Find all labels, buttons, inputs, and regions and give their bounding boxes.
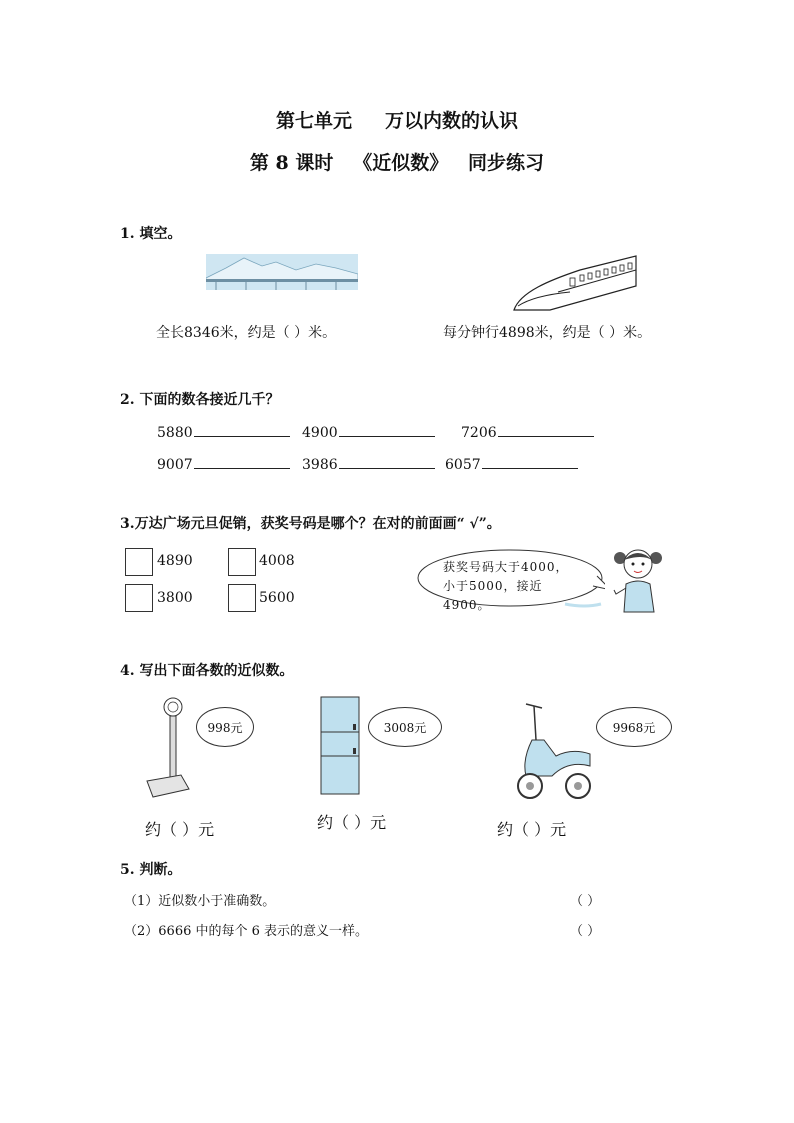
q4-heading: 4. 写出下面各数的近似数。 — [120, 663, 294, 679]
price-bubble — [596, 707, 672, 747]
q4-answer: 约（ ）元 — [145, 820, 215, 839]
q1-bridge-text: 全长8346米，约是（ ）米。 — [156, 325, 337, 341]
checkbox-3800[interactable] — [125, 584, 153, 612]
judge-statement: （2）6666 中的每个 6 表示的意义一样。 — [124, 924, 369, 939]
answer-line[interactable] — [339, 422, 435, 437]
q5-heading: 5. 判断。 — [120, 862, 182, 878]
answer-line[interactable] — [194, 454, 290, 469]
option-label: 4008 — [259, 553, 295, 569]
option-label: 5600 — [259, 590, 295, 606]
scooter-illustration — [512, 700, 594, 800]
answer-line[interactable] — [482, 454, 578, 469]
price-label: 9968元 — [612, 720, 656, 735]
answer-line[interactable] — [339, 454, 435, 469]
q2-item: 4900 — [302, 422, 435, 441]
judge-answer-parens[interactable]: （ ） — [570, 894, 601, 909]
checkbox-4008[interactable] — [228, 548, 256, 576]
q2-item: 9007 — [157, 454, 290, 473]
bridge-illustration — [206, 254, 358, 290]
page-subtitle: 第 8 课时 《近似数》 同步练习 — [249, 152, 545, 174]
option-label: 3800 — [157, 590, 193, 606]
q1-heading: 1. 填空。 — [120, 226, 182, 242]
bullet-train-illustration — [510, 252, 640, 316]
price-label: 998元 — [207, 720, 243, 735]
girl-illustration — [612, 544, 664, 614]
scale-illustration — [143, 695, 191, 801]
q2-heading: 2. 下面的数各接近几千？ — [120, 392, 280, 408]
q1-train-text: 每分钟行4898米，约是（ ）米。 — [443, 325, 652, 341]
speech-bubble — [415, 546, 605, 610]
judge-statement: （1）近似数小于准确数。 — [124, 894, 276, 909]
price-bubble — [196, 707, 254, 747]
q3-heading: 3.万达广场元旦促销，获奖号码是哪个？在对的前面画“ √”。 — [120, 516, 501, 532]
q2-item: 6057 — [445, 454, 578, 473]
price-label: 3008元 — [383, 720, 427, 735]
page-title: 第七单元 万以内数的认识 — [275, 110, 519, 132]
q2-item: 3986 — [302, 454, 435, 473]
option-label: 4890 — [157, 553, 193, 569]
checkbox-4890[interactable] — [125, 548, 153, 576]
judge-answer-parens[interactable]: （ ） — [570, 924, 601, 939]
q4-answer: 约（ ）元 — [317, 813, 387, 832]
checkbox-5600[interactable] — [228, 584, 256, 612]
q2-item: 5880 — [157, 422, 290, 441]
answer-line[interactable] — [498, 422, 594, 437]
answer-line[interactable] — [194, 422, 290, 437]
refrigerator-illustration — [320, 696, 360, 796]
q4-answer: 约（ ）元 — [497, 820, 567, 839]
q2-item: 7206 — [461, 422, 594, 441]
speech-text: 获奖号码大于4000，小于5000，接近4900。 — [443, 560, 569, 612]
price-bubble — [368, 707, 442, 747]
